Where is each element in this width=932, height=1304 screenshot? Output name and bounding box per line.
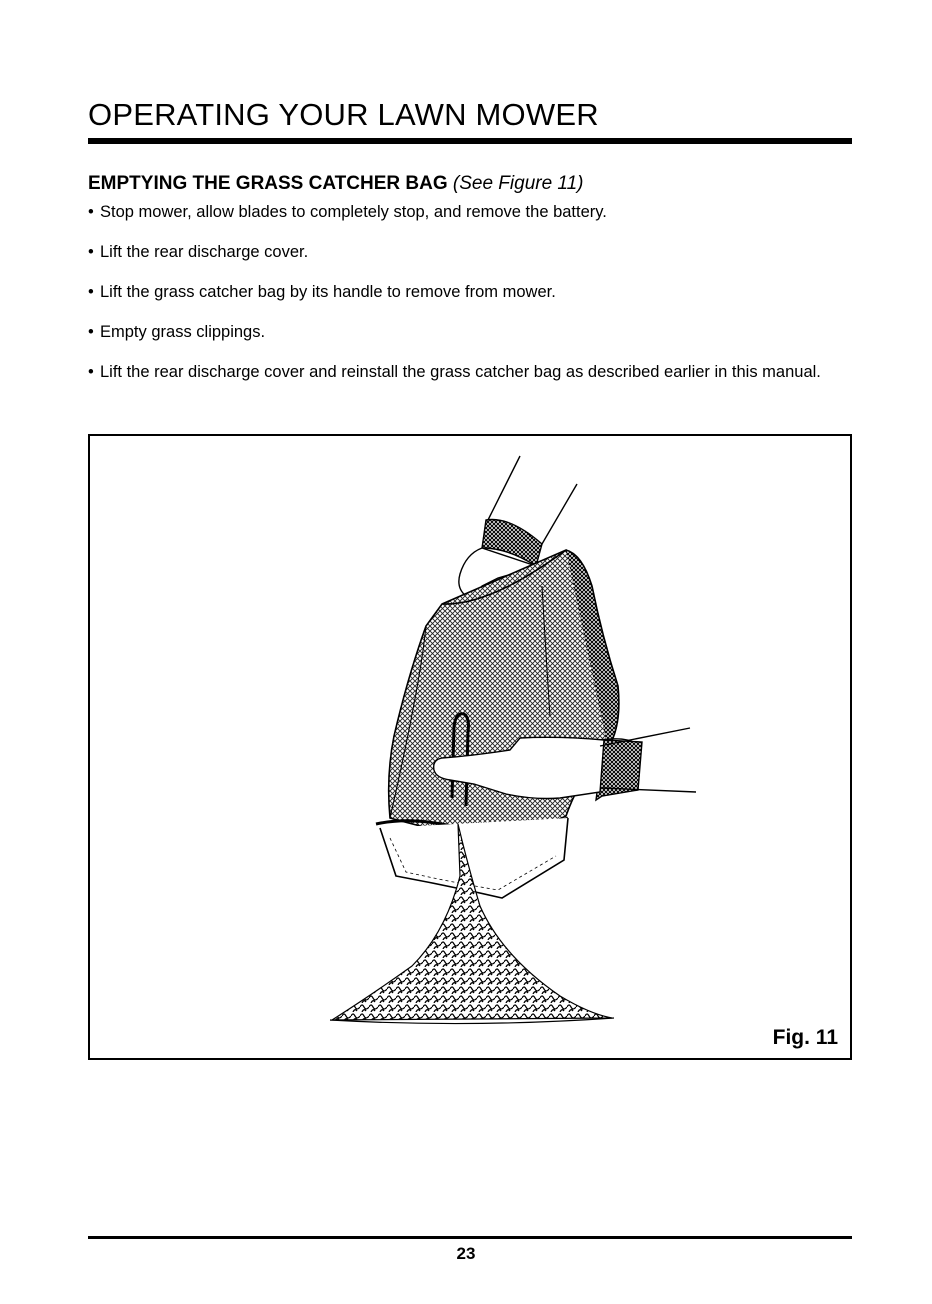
figure-box <box>88 434 852 1060</box>
section-heading-text: EMPTYING THE GRASS CATCHER BAG <box>88 173 448 194</box>
step-list <box>88 202 852 402</box>
step-item: • Lift the grass catcher bag by its handle to remove from mower. <box>88 282 852 302</box>
figure-reference: (See Figure 11) <box>452 173 584 194</box>
page-title: OPERATING YOUR LAWN MOWER <box>88 97 599 132</box>
page-number: 23 <box>456 1244 476 1263</box>
step-item: • Lift the rear discharge cover and reinstall the grass catcher bag as described earlier in this manual. <box>88 362 852 382</box>
step-item: • Lift the rear discharge cover. <box>88 242 852 262</box>
step-item: • Stop mower, allow blades to completely stop, and remove the battery. <box>88 202 852 222</box>
footer-rule <box>88 1236 852 1239</box>
grass-bag-illustration <box>90 436 850 1058</box>
section-heading <box>88 172 584 196</box>
step-item: • Empty grass clippings. <box>88 322 852 342</box>
grass-catcher-bag-drawing <box>376 550 619 898</box>
figure-label: Fig. 11 <box>772 1026 838 1049</box>
title-rule <box>88 138 852 144</box>
